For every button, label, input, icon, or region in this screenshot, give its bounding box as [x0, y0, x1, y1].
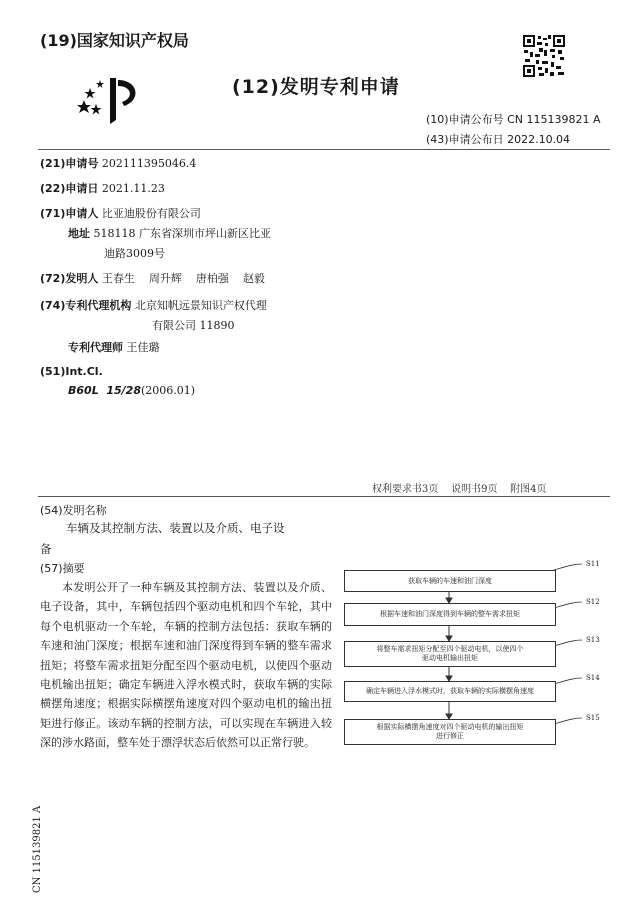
- address-row: [68, 225, 271, 241]
- intcl-row: [40, 365, 103, 378]
- applicant: 比亚迪股份有限公司: [101, 207, 201, 220]
- flow-step-s14-label: S14: [586, 674, 600, 682]
- inventor-label: (72)发明人: [40, 272, 99, 285]
- invention-title-label: (54)发明名称: [40, 504, 107, 517]
- agent: 王佳璐: [126, 341, 160, 354]
- application-number-label: (21)申请号: [40, 157, 99, 170]
- agency-row: [40, 297, 267, 313]
- agency-line2: 有限公司 11890: [152, 319, 235, 332]
- flow-step-s11: 获取车辆的车速和油门深度: [344, 570, 556, 592]
- flow-step-s11-label: S11: [586, 560, 600, 568]
- address-label: 地址: [68, 227, 90, 240]
- agency-label: (74)专利代理机构: [40, 299, 132, 312]
- flowchart: [338, 560, 618, 750]
- section-divider: [38, 496, 610, 497]
- publication-date: (43)申请公布日 2022.10.04: [426, 133, 571, 146]
- flow-step-s12-label: S12: [586, 598, 600, 606]
- agent-label: 专利代理师: [68, 341, 123, 354]
- abstract-text: 本发明公开了一种车辆及其控制方法、装置以及介质、电子设备，其中，车辆包括四个驱动电机和四个车轮，其中每个电机驱动一个车轮，车辆的控制方法包括：获取车辆的车速和油门深度；根据车速和油门深度得到车辆的整车需求扭矩；将整车需求扭矩分配至四个驱动电机，以使四个驱动电机输出扭矩；确定车辆进入浮水模式时，获取车辆的实际横摆角速度；根据实际横摆角速度对四个驱动电机的输出扭矩进行修正。该动车辆的控制方法，可以实现在车辆进入较深的涉水路面，整车处于漂浮状态后依然可以正常行驶。: [40, 581, 332, 750]
- intcl-value-row: [68, 384, 195, 397]
- flow-step-s15-line2: 进行修正: [436, 732, 464, 740]
- inventors: 王春生 周升辉 唐柏强 赵毅: [101, 272, 265, 285]
- address-line1: 518118 广东省深圳市坪山新区比亚: [93, 227, 271, 240]
- invention-title-line1: 车辆及其控制方法、装置以及介质、电子设: [66, 521, 285, 535]
- flow-step-s15-label: S15: [586, 714, 600, 722]
- inventor-row: [40, 270, 265, 286]
- flow-step-s13-line2: 驱动电机输出扭矩: [422, 654, 478, 662]
- agent-row: [68, 339, 160, 355]
- office-emblem-icon: [76, 74, 146, 126]
- filing-date-row: [40, 180, 165, 196]
- flow-step-s13-label: S13: [586, 636, 600, 644]
- application-number-row: [40, 155, 196, 171]
- flow-step-s12: 根据车速和油门深度得到车辆的整车需求扭矩: [344, 603, 556, 626]
- page-count-info: 权利要求书3页 说明书9页 附图4页: [372, 484, 547, 495]
- flow-step-s13: [344, 641, 556, 667]
- filing-date-label: (22)申请日: [40, 182, 99, 195]
- intcl-value: B60L 15/28: [68, 384, 141, 397]
- filing-date: 2021.11.23: [101, 182, 165, 195]
- abstract-label: (57)摘要: [40, 562, 85, 575]
- agency-line1: 北京知帆远景知识产权代理: [134, 299, 267, 312]
- intcl-year: (2006.01): [141, 384, 196, 397]
- flow-step-s13-line1: 将整车需求扭矩分配至四个驱动电机，以使四个: [376, 645, 524, 653]
- applicant-label: (71)申请人: [40, 207, 99, 220]
- header-divider: [38, 149, 610, 150]
- issuing-office: (19)国家知识产权局: [40, 31, 189, 50]
- flow-step-s15: [344, 719, 556, 745]
- invention-title-line2: 备: [40, 542, 52, 556]
- intcl-label: (51)Int.Cl.: [40, 365, 103, 378]
- flow-step-s14: 确定车辆进入浮水模式时，获取车辆的实际横摆角速度: [344, 681, 556, 702]
- application-number: 202111395046.4: [101, 157, 197, 170]
- qr-code-icon: [522, 34, 566, 78]
- applicant-row: [40, 205, 201, 221]
- publication-number: (10)申请公布号 CN 115139821 A: [426, 113, 601, 126]
- document-type-title: (12)发明专利申请: [232, 76, 400, 98]
- flow-step-s15-line1: 根据实际横摆角速度对四个驱动电机的输出扭矩: [376, 723, 524, 731]
- side-publication-number: CN 115139821 A: [32, 805, 43, 893]
- address-line2: 迪路3009号: [104, 247, 165, 260]
